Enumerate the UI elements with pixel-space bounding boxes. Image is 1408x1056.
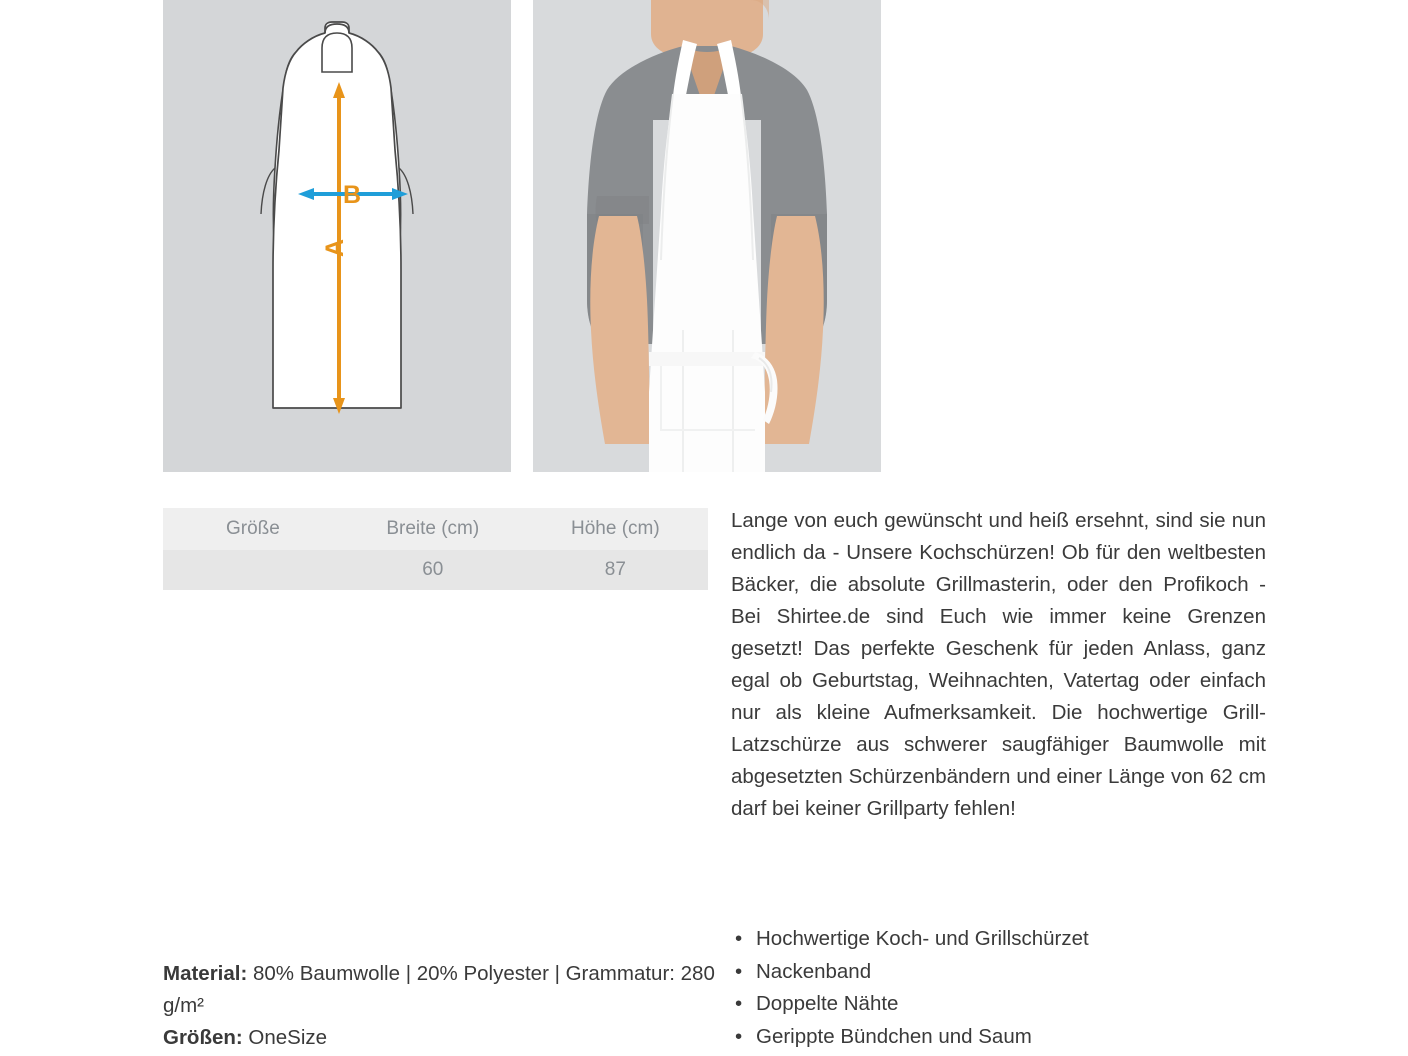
sizes-line <box>163 1022 723 1054</box>
apron-measurement-diagram-panel <box>163 0 511 472</box>
cell-height: 87 <box>523 550 708 590</box>
size-table <box>163 508 708 590</box>
width-label: B <box>342 181 362 209</box>
cell-width: 60 <box>343 550 523 590</box>
list-item: • Gerippte Bündchen und Saum <box>731 1021 1266 1053</box>
model-wearing-apron-panel <box>533 0 881 472</box>
material-value: 80% Baumwolle | 20% Polyester | Grammatur: 280 g/m² <box>163 962 715 1017</box>
product-description: Lange von euch gewünscht und heiß ersehnt, sind sie nun endlich da - Unsere Kochschürzen! Ob für den weltbesten Bäcker, die absolute Grillmasterin, oder den Profikoch - Bei Shirtee.de sind Euch wie immer keine Grenzen gesetzt! Das perfekte Geschenk für jeden Anlass, ganz egal ob Geburtstag, Weihnachten, Vatertag oder einfach nur als kleine Aufmerksamkeit. Die hochwertige Grill-Latzschürze aus schwerer saugfähiger Baumwolle mit abgesetzten Schürzenbändern und einer Länge von 62 cm darf bei keiner Grillparty fehlen! <box>731 509 1266 820</box>
column-header-height: Höhe (cm) <box>523 508 708 550</box>
column-header-size: Größe <box>163 508 343 550</box>
table-header-row <box>163 508 708 550</box>
apron-measurement-diagram <box>163 0 511 472</box>
list-item: • Hochwertige Koch- und Grillschürzet <box>731 923 1266 955</box>
list-item: • Nackenband <box>731 956 1266 988</box>
material-label: Material: <box>163 962 248 985</box>
list-item: • Doppelte Nähte <box>731 988 1266 1020</box>
material-info-block <box>163 958 723 1054</box>
feature-list <box>731 923 1266 1053</box>
cell-size <box>163 550 343 590</box>
table-row <box>163 550 708 590</box>
sizes-value: OneSize <box>242 1026 328 1049</box>
column-header-width: Breite (cm) <box>343 508 523 550</box>
model-wearing-apron-photo <box>533 0 881 472</box>
sizes-label: Größen: <box>163 1026 243 1049</box>
height-label: A <box>321 238 349 258</box>
material-line <box>163 958 723 1022</box>
